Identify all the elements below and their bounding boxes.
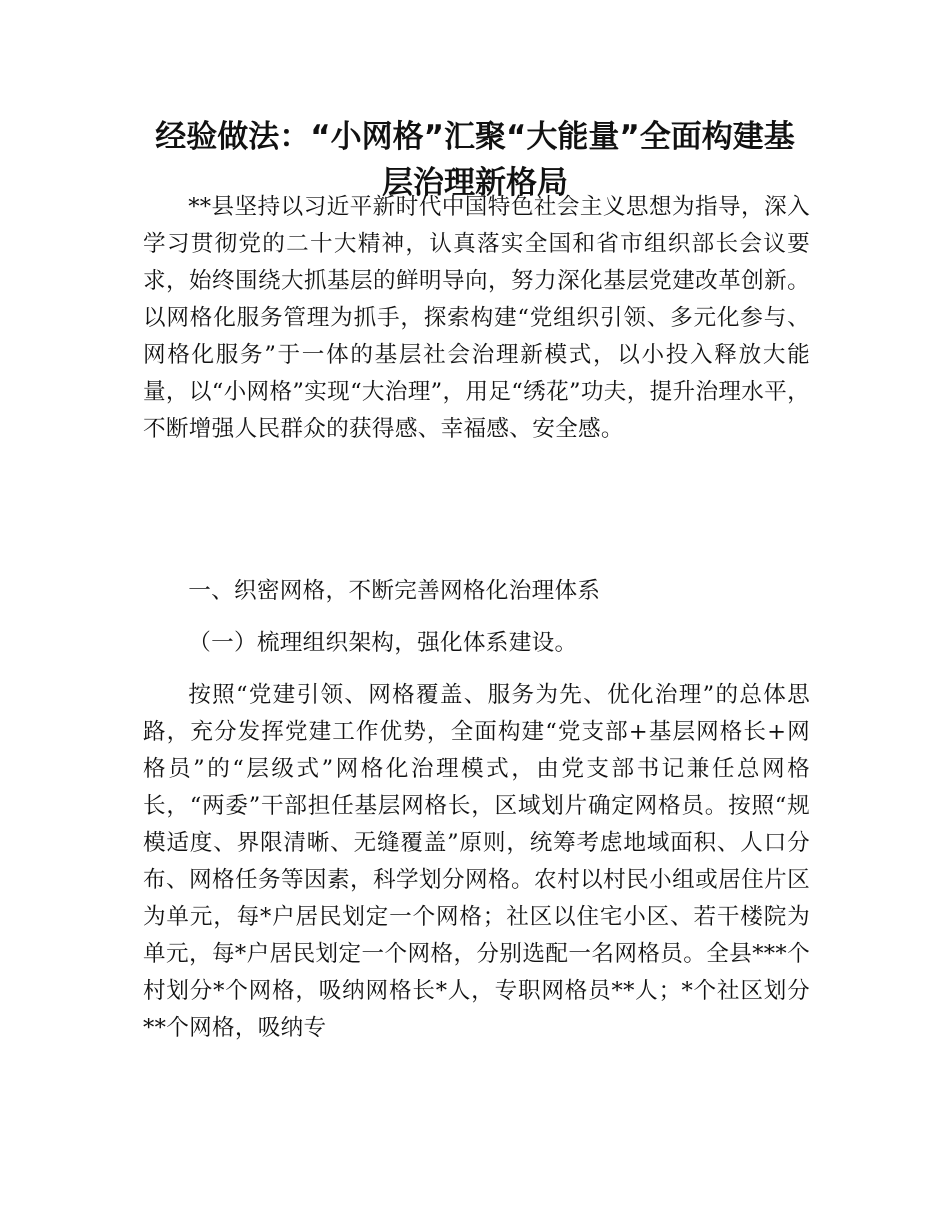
section-heading: 一、织密网格，不断完善网格化治理体系 bbox=[188, 578, 601, 604]
subsection-heading: （一）梳理组织架构，强化体系建设。 bbox=[188, 630, 578, 656]
document-title: 经验做法：“小网格”汇聚“大能量”全面构建基层治理新格局 bbox=[155, 119, 795, 201]
section-paragraph: 按照“党建引领、网格覆盖、服务为先、优化治理”的总体思路，充分发挥党建工作优势，全面构建“党支部+基层网格长+网格员”的“层级式”网格化治理模式，由党支部书记兼任总网格长，“两委”干部担任基层网格长，区域划片确定网格员。按照“规模适度、界限清晰、无缝覆盖”原则，统筹考虑地域面积、人口分布、网格任务等因素，科学划分网格。农村以村民小组或居住片区为单元，每*户居民划定一个网格；社区以住宅小区、若干楼院为单元，每*户居民划定一个网格，分别选配一名网格员。全县***个村划分*个网格，吸纳网格长*人，专职网格员**人；*个社区划分**个网格，吸纳专 bbox=[143, 682, 810, 1041]
intro-paragraph: **县坚持以习近平新时代中国特色社会主义思想为指导，深入学习贯彻党的二十大精神，认真落实全国和省市组织部长会议要求，始终围绕大抓基层的鲜明导向，努力深化基层党建改革创新。以网格化服务管理为抓手，探索构建“党组织引领、多元化参与、网格化服务”于一体的基层社会治理新模式，以小投入释放大能量，以“小网格”实现“大治理”，用足“绣花”功夫，提升治理水平，不断增强人民群众的获得感、幸福感、安全感。 bbox=[143, 194, 810, 442]
